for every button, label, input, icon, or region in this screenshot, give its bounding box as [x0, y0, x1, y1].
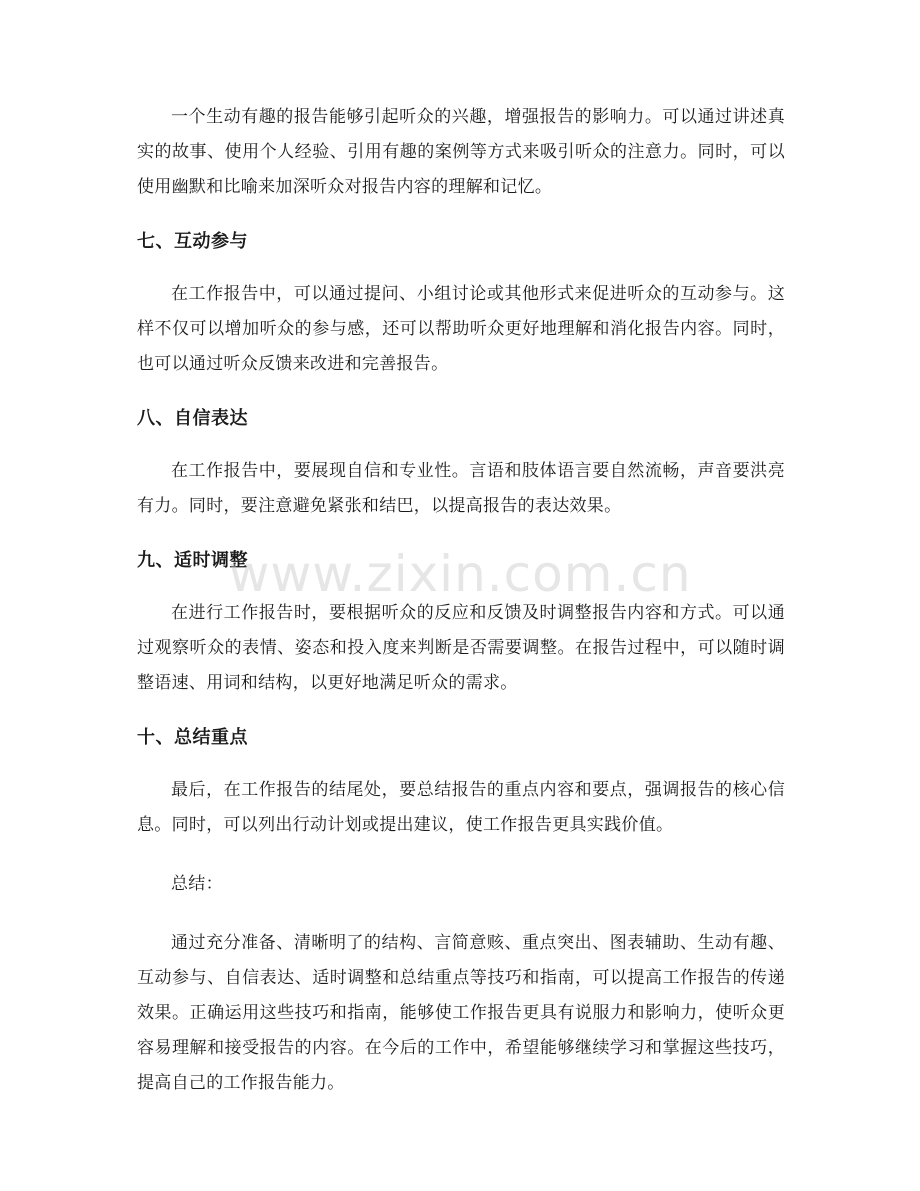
section-body-confidence: 在工作报告中，要展现自信和专业性。言语和肢体语言要自然流畅，声音要洪亮有力。同时，要注意避免紧张和结巴，以提高报告的表达效果。 [137, 461, 785, 516]
section-body-interaction: 在工作报告中，可以通过提问、小组讨论或其他形式来促进听众的互动参与。这样不仅可以增加听众的参与感，还可以帮助听众更好地理解和消化报告内容。同时，也可以通过听众反馈来改进和完善报告。 [137, 284, 785, 374]
section-heading-confidence: 八、自信表达 [137, 408, 248, 429]
section-body-adjustment: 在进行工作报告时，要根据听众的反应和反馈及时调整报告内容和方式。可以通过观察听众的表情、姿态和投入度来判断是否需要调整。在报告过程中，可以随时调整语速、用词和结构，以更好地满足听众的需求。 [137, 603, 785, 693]
section-body-summary-points: 最后，在工作报告的结尾处，要总结报告的重点内容和要点，强调报告的核心信息。同时，可以列出行动计划或提出建议，使工作报告更具实践价值。 [137, 780, 785, 835]
section-heading-interaction: 七、互动参与 [137, 231, 248, 252]
summary-paragraph: 通过充分准备、清晰明了的结构、言简意赅、重点突出、图表辅助、生动有趣、互动参与、自信表达、适时调整和总结重点等技巧和指南，可以提高工作报告的传递效果。正确运用这些技巧和指南，能够使工作报告更具有说服力和影响力，使听众更容易理解和接受报告的内容。在今后的工作中，希望能够继续学习和掌握这些技巧，提高自己的工作报告能力。 [137, 933, 785, 1093]
section-heading-adjustment: 九、适时调整 [137, 550, 248, 571]
watermark-text: www.zixin.com.cn [228, 545, 692, 603]
intro-paragraph: 一个生动有趣的报告能够引起听众的兴趣，增强报告的影响力。可以通过讲述真实的故事、使用个人经验、引用有趣的案例等方式来吸引听众的注意力。同时，可以使用幽默和比喻来加深听众对报告内容的理解和记忆。 [137, 107, 785, 197]
document-body [137, 100, 785, 1101]
section-heading-summary-points: 十、总结重点 [137, 727, 248, 748]
summary-label: 总结： [171, 874, 223, 894]
